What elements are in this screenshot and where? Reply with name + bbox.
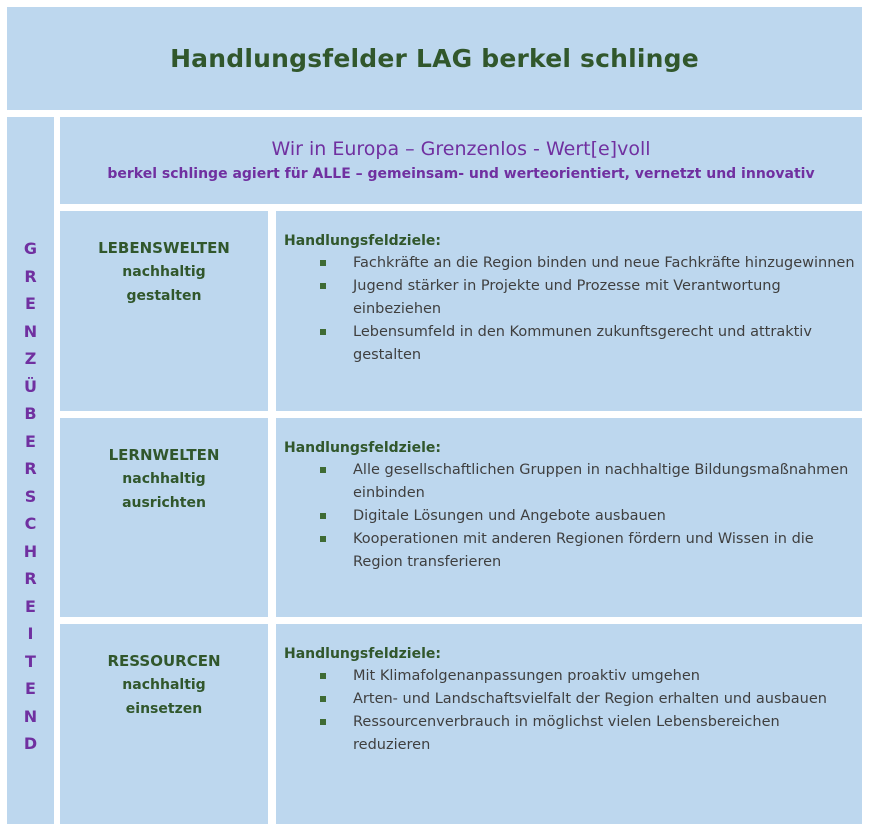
side-label-letter: E (25, 294, 36, 313)
goal-item: Lebensumfeld in den Kommunen zukunftsgerecht und attraktiv gestalten (320, 321, 856, 367)
vision-subtitle: berkel schlinge agiert für ALLE – gemeinsam- und werteorientiert, vernetzt und innovativ (107, 165, 815, 182)
field-name-ressourcen (60, 624, 268, 824)
side-label-letter: R (24, 459, 37, 478)
goals-label: Handlungsfeldziele: (284, 646, 441, 662)
goal-item: Arten- und Landschaftsvielfalt der Region erhalten und ausbauen (320, 688, 856, 711)
side-label-letter: N (23, 321, 38, 341)
goals-label: Handlungsfeldziele: (284, 233, 441, 249)
side-label-letter: C (24, 514, 37, 533)
side-label-letter: E (25, 596, 36, 616)
side-label-letter: N (23, 706, 38, 726)
field-subtitle-line: gestalten (126, 288, 202, 304)
side-label-letter: Z (24, 349, 37, 368)
goal-item: Fachkräfte an die Region binden und neue Fachkräfte hinzugewinnen (320, 252, 856, 275)
goals-label: Handlungsfeldziele: (284, 440, 441, 456)
goals-list (284, 459, 856, 574)
side-label-letter: H (23, 541, 38, 561)
side-label-letter: E (25, 679, 36, 698)
field-name-lebenswelten (60, 211, 268, 411)
field-subtitle-line: nachhaltig (122, 471, 206, 487)
goal-item: Ressourcenverbrauch in möglichst vielen Lebensbereichen reduzieren (320, 711, 856, 757)
side-label-letter: E (25, 431, 36, 451)
side-label-letter: I (27, 624, 34, 643)
side-label-letter: Ü (24, 376, 37, 396)
side-label-letter: T (25, 651, 36, 671)
goals-lernwelten (276, 418, 862, 617)
side-label (7, 235, 54, 758)
goal-item: Jugend stärker in Projekte und Prozesse mit Verantwortung einbeziehen (320, 275, 856, 321)
goal-item: Alle gesellschaftlichen Gruppen in nachhaltige Bildungsmaßnahmen einbinden (320, 459, 856, 505)
field-subtitle-line: nachhaltig (122, 264, 206, 280)
vision-title: Wir in Europa – Grenzenlos - Wert[e]voll (271, 137, 651, 160)
title-box (7, 7, 862, 110)
goals-ressourcen (276, 624, 862, 824)
page-title: Handlungsfelder LAG berkel schlinge (170, 44, 699, 73)
goals-lebenswelten (276, 211, 862, 411)
side-label-letter: R (24, 569, 37, 588)
goal-item: Mit Klimafolgenanpassungen proaktiv umgehen (320, 665, 856, 688)
side-label-letter: D (23, 734, 38, 753)
side-label-letter: S (24, 486, 37, 506)
goals-list (284, 665, 856, 757)
field-subtitle-line: nachhaltig (122, 677, 206, 693)
side-label-letter: R (24, 266, 37, 286)
goals-list (284, 252, 856, 367)
field-subtitle-line: ausrichten (122, 495, 206, 511)
goal-item: Kooperationen mit anderen Regionen fördern und Wissen in die Region transferieren (320, 528, 856, 574)
side-label-letter: B (24, 404, 37, 423)
field-subtitle-line: einsetzen (125, 701, 203, 717)
field-name-lernwelten (60, 418, 268, 617)
field-title: RESSOURCEN (107, 652, 221, 670)
side-label-letter: G (23, 239, 38, 258)
field-title: LEBENSWELTEN (98, 239, 230, 257)
field-title: LERNWELTEN (108, 446, 220, 464)
side-label-box (7, 117, 54, 824)
vision-box (60, 117, 862, 204)
goal-item: Digitale Lösungen und Angebote ausbauen (320, 505, 856, 528)
